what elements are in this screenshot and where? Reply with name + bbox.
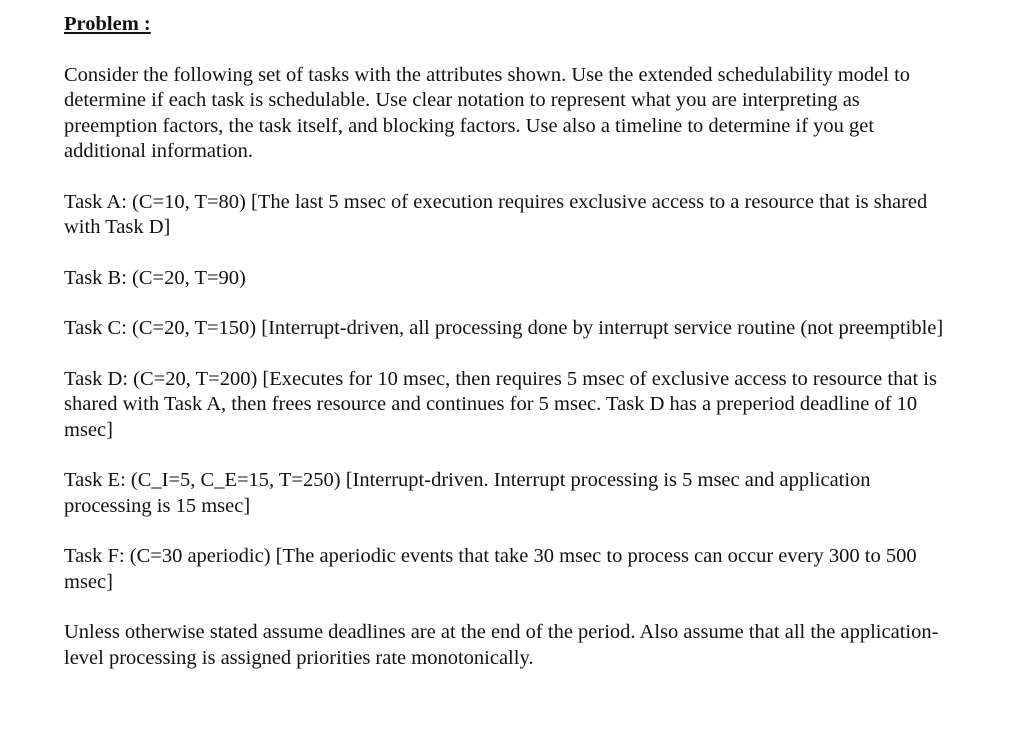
task-e-paragraph: Task E: (C_I=5, C_E=15, T=250) [Interrupt-driven. Interrupt processing is 5 msec and application processing is 15 msec] [64, 469, 871, 517]
task-a-paragraph: Task A: (C=10, T=80) [The last 5 msec of execution requires exclusive access to a resource that is shared with Task D] [64, 190, 928, 238]
task-f-paragraph: Task F: (C=30 aperiodic) [The aperiodic events that take 30 msec to process can occur every 300 to 500 msec] [64, 545, 917, 593]
problem-document [64, 12, 944, 696]
intro-paragraph: Consider the following set of tasks with the attributes shown. Use the extended schedulability model to determine if each task is schedulable. Use clear notation to represent what you are interpreting as preemption factors, the task itself, and blocking factors. Use also a timeline to determine if you get additional information. [64, 63, 911, 162]
task-d-paragraph: Task D: (C=20, T=200) [Executes for 10 msec, then requires 5 msec of exclusive access to resource that is shared with Task A, then frees resource and continues for 5 msec. Task D has a preperiod deadline of 10 msec] [64, 367, 937, 441]
closing-paragraph: Unless otherwise stated assume deadlines are at the end of the period. Also assume that all the application-level processing is assigned priorities rate monotonically. [64, 621, 939, 669]
problem-heading: Problem : [64, 13, 151, 35]
task-c-paragraph: Task C: (C=20, T=150) [Interrupt-driven, all processing done by interrupt service routine (not preemptible] [64, 317, 944, 339]
task-b-paragraph: Task B: (C=20, T=90) [64, 266, 246, 289]
